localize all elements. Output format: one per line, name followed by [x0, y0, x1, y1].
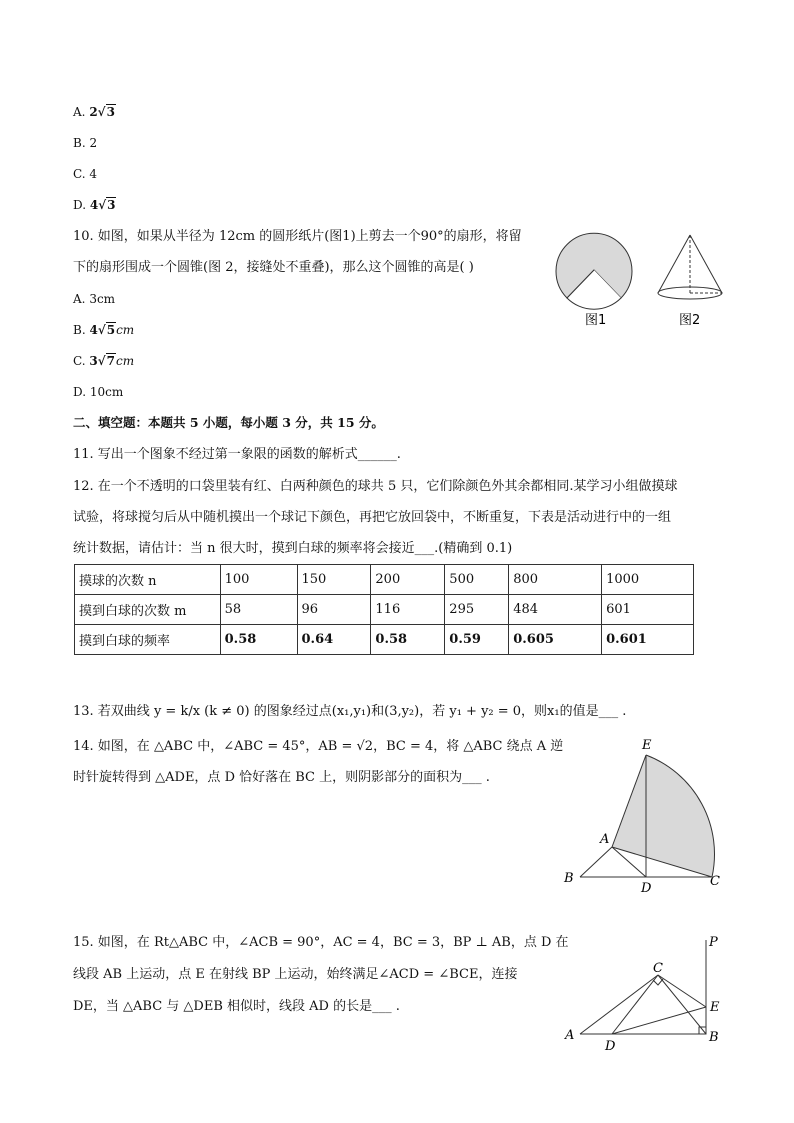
- option-value: 2: [89, 105, 98, 119]
- point-label-b: B: [564, 871, 574, 886]
- point-label-b: B: [709, 1030, 719, 1045]
- unit: cm: [116, 354, 135, 368]
- option-letter: B.: [73, 136, 86, 150]
- point-label-d: D: [641, 881, 652, 895]
- option-letter: A.: [73, 105, 86, 119]
- table-cell: 0.59: [445, 625, 509, 655]
- option-letter: B.: [73, 323, 86, 337]
- fig1-label: 图1: [585, 313, 607, 328]
- q12-line-2: 试验，将球搅匀后从中随机摸出一个球记下颜色，再把它放回袋中，不断重复，下表是活动进行中的一组: [73, 510, 672, 525]
- q14-line-1: 14. 如图，在 △ABC 中，∠ABC = 45°，AB = √2，BC = 4，将 △ABC 绕点 A 逆: [73, 739, 564, 754]
- frequency-table: [74, 564, 694, 655]
- table-row: [75, 625, 694, 655]
- option-value: 3: [89, 354, 98, 368]
- option-value: 3cm: [89, 292, 116, 306]
- point-label-p: P: [709, 935, 718, 950]
- table-cell: 116: [371, 595, 445, 625]
- q10-option-a: [73, 290, 115, 308]
- q9-option-b: [73, 134, 97, 152]
- point-label-a: A: [565, 1028, 575, 1043]
- q10-option-b: B. 4√5cm: [73, 323, 135, 337]
- q10-option-d: [73, 383, 123, 401]
- table-cell: 100: [220, 565, 297, 595]
- option-letter: C.: [73, 167, 86, 181]
- q13-text: 13. 若双曲线 y = k/x (k ≠ 0) 的图象经过点(x₁,y₁)和(3,y₂)，若 y₁ + y₂ = 0，则x₁的值是___ .: [73, 704, 627, 719]
- table-cell: 58: [220, 595, 297, 625]
- fig2-label: 图2: [679, 313, 701, 328]
- option-value: 2: [89, 136, 98, 150]
- point-label-c: C: [653, 961, 663, 976]
- table-cell: 484: [509, 595, 602, 625]
- unit: cm: [116, 323, 135, 337]
- radicand: 3: [107, 198, 116, 212]
- option-letter: D.: [73, 198, 87, 212]
- q10-option-c: C. 3√7cm: [73, 354, 135, 368]
- option-letter: D.: [73, 385, 87, 399]
- option-value: 10cm: [89, 385, 124, 399]
- table-cell: 800: [509, 565, 602, 595]
- point-label-d: D: [605, 1039, 616, 1054]
- fig2-cone: [658, 235, 722, 299]
- q15-line-1: 15. 如图，在 Rt△ABC 中，∠ACB = 90°，AC = 4，BC = 3，BP ⊥ AB，点 D 在: [73, 935, 569, 950]
- table-cell: 150: [297, 565, 371, 595]
- option-value: 4: [89, 323, 98, 337]
- table-row: [75, 565, 694, 595]
- q15-line-2: 线段 AB 上运动，点 E 在射线 BP 上运动，始终满足∠ACD = ∠BCE，连接: [73, 967, 518, 982]
- radicand: 5: [106, 323, 116, 337]
- table-cell: 1000: [602, 565, 694, 595]
- q12-line-1: 12. 在一个不透明的口袋里装有红、白两种颜色的球共 5 只，它们除颜色外其余都相同.某学习小组做摸球: [73, 479, 678, 494]
- q15-figure: [560, 930, 730, 1055]
- option-letter: A.: [73, 292, 86, 306]
- table-row: [75, 595, 694, 625]
- shaded-region: [612, 755, 714, 877]
- point-label-a: A: [600, 832, 610, 847]
- q9-option-d: D. 4√3: [73, 198, 116, 212]
- radicand: 7: [106, 354, 116, 368]
- q14-line-2: 时针旋转得到 △ADE，点 D 恰好落在 BC 上，则阴影部分的面积为___ .: [73, 770, 490, 785]
- q9-option-a: A. 2√3: [73, 105, 115, 119]
- q10-figures: [548, 225, 738, 335]
- point-label-e: E: [642, 738, 652, 753]
- table-cell: 601: [602, 595, 694, 625]
- table-cell: 0.601: [602, 625, 694, 655]
- option-value: 4: [89, 167, 98, 181]
- radicand: 3: [106, 105, 115, 119]
- option-letter: C.: [73, 354, 86, 368]
- q11-text: 11. 写出一个图象不经过第一象限的函数的解析式______.: [73, 447, 401, 462]
- q15-line-3: DE，当 △ABC 与 △DEB 相似时，线段 AD 的长是___ .: [73, 999, 400, 1014]
- table-cell: 500: [445, 565, 509, 595]
- q10-line-1: 10. 如图，如果从半径为 12cm 的圆形纸片(图1)上剪去一个90°的扇形，将留: [73, 229, 522, 244]
- table-cell: 96: [297, 595, 371, 625]
- point-label-e: E: [710, 1000, 720, 1015]
- q12-line-3: 统计数据，请估计：当 n 很大时，摸到白球的频率将会接近___.(精确到 0.1): [73, 541, 513, 556]
- q9-option-c: [73, 165, 97, 183]
- q10-line-2: 下的扇形围成一个圆锥(图 2，接缝处不重叠)，那么这个圆锥的高是( ): [73, 260, 474, 275]
- table-cell: 0.58: [220, 625, 297, 655]
- table-cell: 200: [371, 565, 445, 595]
- point-label-c: C: [710, 874, 720, 889]
- q14-figure: [560, 735, 730, 895]
- section-2-title: 二、填空题：本题共 5 小题，每小题 3 分，共 15 分。: [73, 415, 384, 430]
- row-label: 摸到白球的次数 m: [75, 595, 221, 625]
- table-cell: 0.58: [371, 625, 445, 655]
- row-label: 摸到白球的频率: [75, 625, 221, 655]
- table-cell: 0.64: [297, 625, 371, 655]
- option-value: 4: [89, 198, 99, 212]
- row-label: 摸球的次数 n: [75, 565, 221, 595]
- table-cell: 295: [445, 595, 509, 625]
- table-cell: 0.605: [509, 625, 602, 655]
